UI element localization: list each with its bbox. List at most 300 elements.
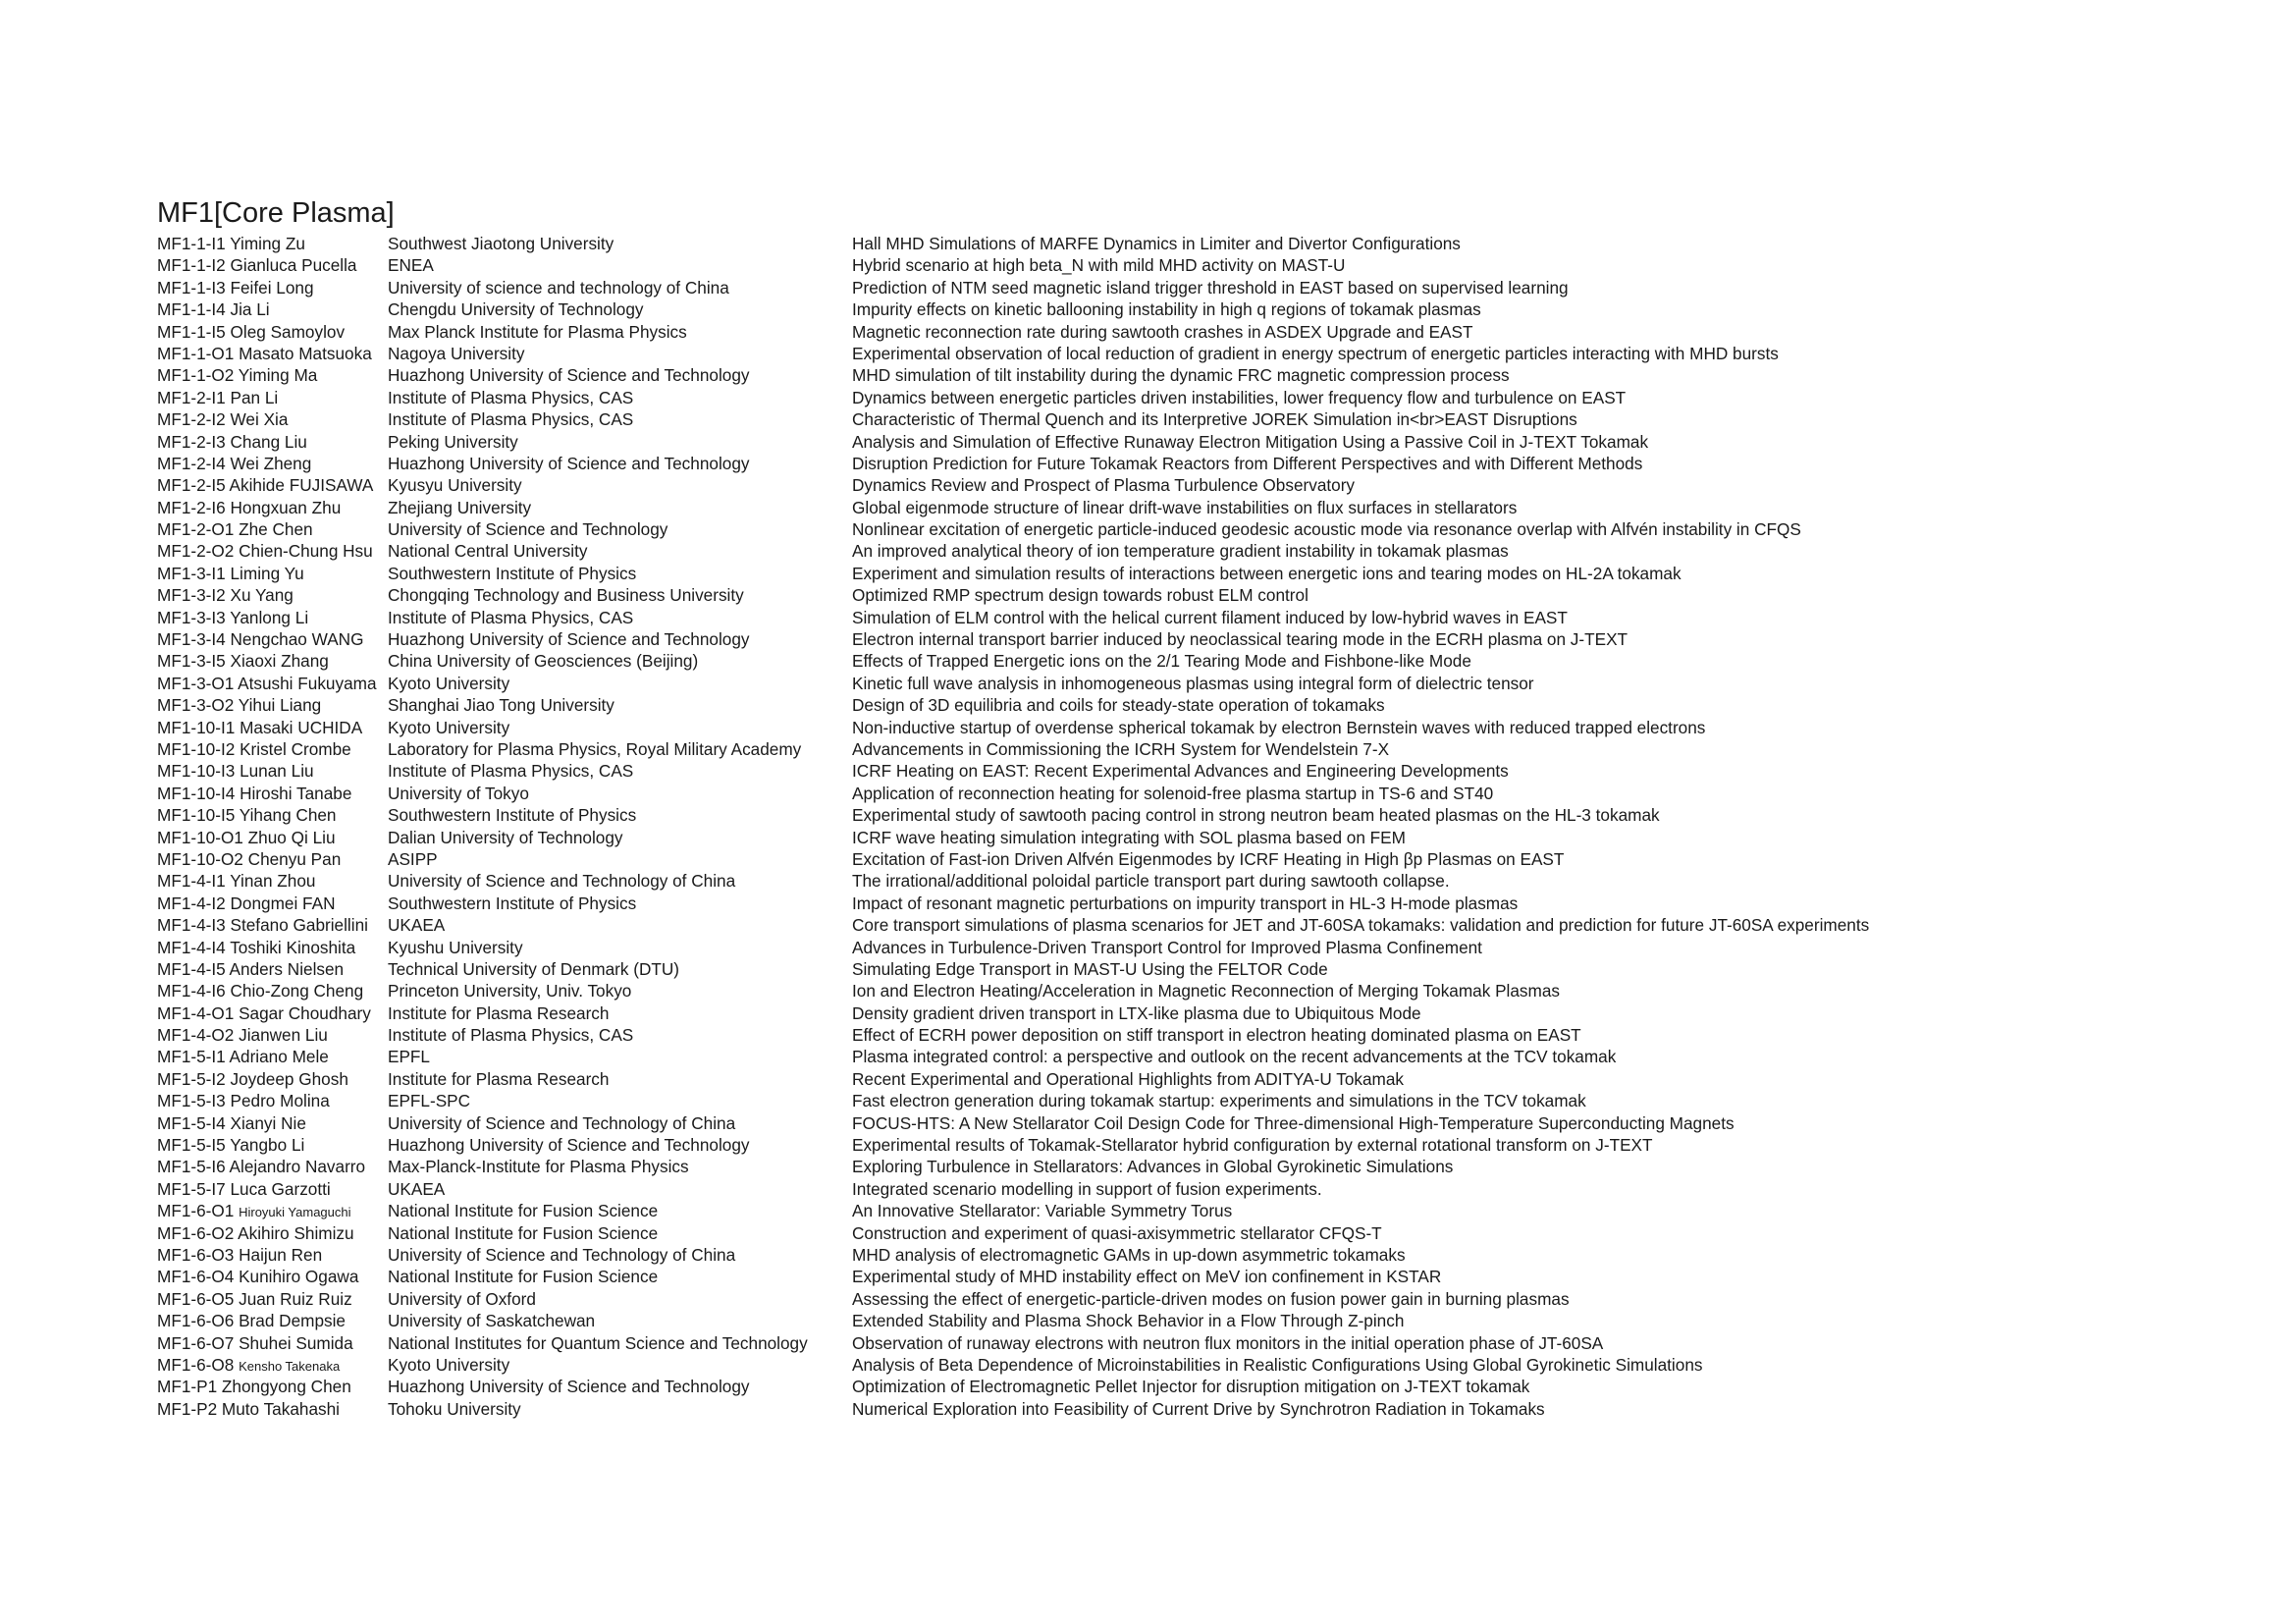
presentation-id-and-name: [157, 827, 336, 848]
presentation-id-and-name: [157, 673, 377, 694]
table-row: [157, 298, 2277, 320]
presentation-id-and-name: [157, 1354, 340, 1378]
affiliation: Laboratory for Plasma Physics, Royal Military Academy: [388, 738, 802, 759]
affiliation: ENEA: [388, 255, 434, 276]
presentation-id-and-name: [157, 1068, 348, 1090]
presentation-title: Dynamics between energetic particles driven instabilities, lower frequency flow and turbulence on EAST: [852, 387, 1627, 407]
affiliation: Kyoto University: [388, 673, 510, 693]
speaker-name: Oleg Samoylov: [230, 321, 346, 342]
presentation-title: Analysis and Simulation of Effective Runaway Electron Mitigation Using a Passive Coil in J-TEXT Tokamak: [852, 431, 1649, 452]
speaker-name: Chio-Zong Cheng: [230, 981, 364, 1001]
affiliation: Max-Planck-Institute for Plasma Physics: [388, 1157, 689, 1177]
affiliation: Princeton University, Univ. Tokyo: [388, 981, 632, 1001]
presentation-id: MF1-1-I1: [157, 234, 226, 253]
presentation-id: MF1-5-I5: [157, 1135, 226, 1156]
table-row: [157, 783, 2277, 804]
presentation-title: Excitation of Fast-ion Driven Alfvén Eigenmodes by ICRF Heating in High βp Plasmas on EAST: [852, 848, 1565, 869]
table-row: [157, 870, 2277, 892]
speaker-name: Kristel Crombe: [240, 738, 351, 759]
table-row: [157, 321, 2277, 343]
table-row: [157, 563, 2277, 584]
speaker-name: Xiaoxi Zhang: [230, 651, 329, 672]
table-row: [157, 453, 2277, 474]
presentation-title: Non-inductive startup of overdense spherical tokamak by electron Bernstein waves with reduced trapped electrons: [852, 717, 1706, 737]
speaker-name: Zhe Chen: [239, 519, 313, 540]
presentation-id-and-name: [157, 497, 341, 518]
speaker-name: Sagar Choudhary: [239, 1002, 371, 1023]
speaker-name: Feifei Long: [230, 277, 314, 298]
speaker-name: Chien-Chung Hsu: [239, 541, 373, 562]
presentation-id-and-name: [157, 1398, 340, 1420]
speaker-name: Lunan Liu: [240, 761, 314, 782]
presentation-title: Effect of ECRH power deposition on stiff transport in electron heating dominated plasma on EAST: [852, 1025, 1581, 1046]
presentation-id: MF1-5-I6: [157, 1157, 226, 1177]
presentation-id: MF1-4-O2: [157, 1025, 235, 1046]
presentation-id-and-name: [157, 1156, 365, 1177]
speaker-name: Zhuo Qi Liu: [247, 827, 336, 847]
presentation-title: The irrational/additional poloidal particle transport part during sawtooth collapse.: [852, 871, 1450, 892]
affiliation: Institute for Plasma Research: [388, 1068, 610, 1089]
table-row: [157, 1046, 2277, 1067]
presentation-id: MF1-2-I2: [157, 409, 226, 430]
table-row: [157, 277, 2277, 298]
presentation-id-and-name: [157, 914, 368, 936]
presentation-id-and-name: [157, 540, 373, 562]
presentation-id: MF1-10-I3: [157, 761, 236, 782]
presentation-id-and-name: [157, 563, 304, 584]
presentation-title: Hybrid scenario at high beta_N with mild MHD activity on MAST-U: [852, 255, 1346, 276]
presentation-id-and-name: [157, 431, 307, 453]
speaker-name: Chang Liu: [230, 431, 307, 452]
speaker-name: Joydeep Ghosh: [230, 1068, 348, 1089]
presentation-id-and-name: [157, 1244, 322, 1266]
speaker-name: Akihide FUJISAWA: [229, 475, 374, 496]
table-row: [157, 1024, 2277, 1046]
presentation-title: An improved analytical theory of ion temperature gradient instability in tokamak plasmas: [852, 541, 1509, 562]
speaker-name: Haijun Ren: [239, 1244, 323, 1265]
presentation-id: MF1-3-O1: [157, 673, 235, 693]
speaker-name: Juan Ruiz Ruiz: [239, 1288, 352, 1309]
affiliation: Kyusyu University: [388, 475, 522, 496]
presentation-id: MF1-10-I2: [157, 738, 236, 759]
affiliation: Kyushu University: [388, 937, 523, 957]
affiliation: Southwestern Institute of Physics: [388, 805, 637, 826]
presentation-id: MF1-4-I2: [157, 893, 226, 913]
affiliation: University of Saskatchewan: [388, 1311, 596, 1331]
presentation-title: FOCUS-HTS: A New Stellarator Coil Design Code for Three-dimensional High-Temperature Superconducting Magnets: [852, 1112, 1735, 1133]
affiliation: National Institute for Fusion Science: [388, 1267, 659, 1287]
presentation-title: Experiment and simulation results of interactions between energetic ions and tearing modes on HL-2A tokamak: [852, 563, 1682, 583]
presentation-id: MF1-1-I4: [157, 299, 226, 320]
speaker-name: Shuhei Sumida: [239, 1332, 353, 1353]
presentation-id: MF1-2-O1: [157, 519, 235, 540]
speaker-name: Toshiki Kinoshita: [230, 937, 356, 957]
presentation-id: MF1-5-I3: [157, 1091, 226, 1111]
presentation-id: MF1-10-I1: [157, 717, 236, 737]
table-row: [157, 893, 2277, 914]
speaker-name: Kensho Takenaka: [239, 1358, 341, 1374]
presentation-title: Assessing the effect of energetic-particle-driven modes on fusion power gain in burning plasmas: [852, 1288, 1570, 1309]
speaker-name: Wei Zheng: [230, 453, 312, 473]
affiliation: ASIPP: [388, 848, 438, 869]
speaker-name: Xu Yang: [230, 585, 294, 606]
presentation-title: Experimental observation of local reduction of gradient in energy spectrum of energetic particles interacting with MHD bursts: [852, 343, 1779, 363]
speaker-name: Dongmei FAN: [230, 893, 336, 913]
presentation-title: ICRF wave heating simulation integrating with SOL plasma based on FEM: [852, 827, 1406, 847]
table-row: [157, 628, 2277, 650]
affiliation: Huazhong University of Science and Technology: [388, 365, 750, 386]
table-row: [157, 650, 2277, 672]
speaker-name: Hiroshi Tanabe: [240, 783, 352, 803]
presentation-id-and-name: [157, 321, 345, 343]
table-row: [157, 804, 2277, 826]
affiliation: Zhejiang University: [388, 497, 532, 517]
table-row: [157, 980, 2277, 1001]
presentation-id-and-name: [157, 1200, 351, 1223]
presentation-title: Effects of Trapped Energetic ions on the 2/1 Tearing Mode and Fishbone-like Mode: [852, 651, 1471, 672]
speaker-name: Pan Li: [230, 387, 279, 407]
affiliation: Huazhong University of Science and Technology: [388, 1377, 750, 1397]
table-row: [157, 497, 2277, 518]
speaker-name: Liming Yu: [230, 563, 304, 583]
speaker-name: Atsushi Fukuyama: [238, 673, 377, 693]
presentation-id: MF1-4-I3: [157, 915, 226, 936]
presentation-title: An Innovative Stellarator: Variable Symmetry Torus: [852, 1201, 1233, 1221]
table-row: [157, 1398, 2277, 1420]
presentation-id: MF1-4-I4: [157, 937, 226, 957]
affiliation: Tohoku University: [388, 1398, 521, 1419]
presentation-title: Hall MHD Simulations of MARFE Dynamics in Limiter and Divertor Configurations: [852, 234, 1461, 253]
presentation-title: Construction and experiment of quasi-axisymmetric stellarator CFQS-T: [852, 1222, 1382, 1243]
presentation-title: Advances in Turbulence-Driven Transport Control for Improved Plasma Confinement: [852, 937, 1482, 957]
presentation-id-and-name: [157, 453, 311, 474]
presentation-id: MF1-6-O8: [157, 1354, 235, 1375]
presentation-title: Optimized RMP spectrum design towards robust ELM control: [852, 585, 1308, 606]
presentation-title: Exploring Turbulence in Stellarators: Advances in Global Gyrokinetic Simulations: [852, 1157, 1454, 1177]
presentation-id: MF1-6-O4: [157, 1267, 235, 1287]
affiliation: Chengdu University of Technology: [388, 299, 644, 320]
presentation-title: Fast electron generation during tokamak startup: experiments and simulations in the TCV tokamak: [852, 1091, 1586, 1111]
presentation-title: Disruption Prediction for Future Tokamak Reactors from Different Perspectives and with Different Methods: [852, 453, 1643, 473]
presentation-id: MF1-2-O2: [157, 541, 235, 562]
presentation-id: MF1-10-I4: [157, 783, 236, 803]
table-row: [157, 1002, 2277, 1024]
presentation-id-and-name: [157, 738, 351, 760]
affiliation: National Institutes for Quantum Science and Technology: [388, 1332, 808, 1353]
table-row: [157, 431, 2277, 453]
speaker-name: Xianyi Nie: [230, 1112, 306, 1133]
presentation-title: Analysis of Beta Dependence of Microinstabilities in Realistic Configurations Using Global Gyrokinetic Simulations: [852, 1354, 1703, 1375]
presentation-id-and-name: [157, 1002, 371, 1024]
speaker-name: Hiroyuki Yamaguchi: [239, 1205, 351, 1220]
table-row: [157, 518, 2277, 540]
speaker-name: Jianwen Liu: [239, 1025, 328, 1046]
presentation-id-and-name: [157, 277, 314, 298]
presentation-id: MF1-P2: [157, 1398, 218, 1419]
table-row: [157, 540, 2277, 562]
presentation-title: Observation of runaway electrons with neutron flux monitors in the initial operation phase of JT-60SA: [852, 1332, 1604, 1353]
presentation-title: MHD analysis of electromagnetic GAMs in up-down asymmetric tokamaks: [852, 1244, 1406, 1265]
presentation-title: Optimization of Electromagnetic Pellet Injector for disruption mitigation on J-TEXT tokamak: [852, 1377, 1530, 1397]
presentation-title: Dynamics Review and Prospect of Plasma Turbulence Observatory: [852, 475, 1356, 496]
affiliation: China University of Geosciences (Beijing): [388, 651, 699, 672]
table-row: [157, 1068, 2277, 1090]
presentation-title: Simulating Edge Transport in MAST-U Using the FELTOR Code: [852, 958, 1328, 979]
speaker-name: Stefano Gabriellini: [230, 915, 368, 936]
presentation-id-and-name: [157, 343, 372, 364]
presentation-id-and-name: [157, 1288, 352, 1310]
table-row: [157, 760, 2277, 782]
presentation-id: MF1-2-I4: [157, 453, 226, 473]
presentation-title: Global eigenmode structure of linear drift-wave instabilities on flux surfaces in stellarators: [852, 497, 1518, 517]
table-row: [157, 827, 2277, 848]
speaker-name: Wei Xia: [230, 409, 289, 430]
presentation-id: MF1-3-I4: [157, 629, 226, 650]
affiliation: Huazhong University of Science and Technology: [388, 453, 750, 473]
affiliation: National Institute for Fusion Science: [388, 1222, 659, 1243]
presentation-title: Design of 3D equilibria and coils for steady-state operation of tokamaks: [852, 695, 1385, 716]
presentation-title: Extended Stability and Plasma Shock Behavior in a Flow Through Z-pinch: [852, 1311, 1405, 1331]
table-row: [157, 607, 2277, 628]
table-row: [157, 1266, 2277, 1287]
presentation-id: MF1-6-O2: [157, 1222, 235, 1243]
affiliation: Southwestern Institute of Physics: [388, 563, 637, 583]
presentation-title: Simulation of ELM control with the helical current filament induced by low-hybrid waves in EAST: [852, 607, 1568, 627]
affiliation: UKAEA: [388, 915, 446, 936]
presentation-title: Experimental study of sawtooth pacing control in strong neutron beam heated plasmas on the HL-3 tokamak: [852, 805, 1660, 826]
speaker-name: Luca Garzotti: [230, 1178, 331, 1199]
affiliation: Institute of Plasma Physics, CAS: [388, 607, 634, 627]
presentation-id: MF1-2-I3: [157, 431, 226, 452]
presentation-id-and-name: [157, 628, 363, 650]
presentation-id-and-name: [157, 518, 313, 540]
presentation-title: Plasma integrated control: a perspective and outlook on the recent advancements at the TCV tokamak: [852, 1047, 1617, 1067]
table-row: [157, 1354, 2277, 1376]
presentation-title: Nonlinear excitation of energetic particle-induced geodesic acoustic mode via resonance overlap with Alfvén instability in CFQS: [852, 519, 1801, 540]
affiliation: University of Science and Technology of China: [388, 871, 736, 892]
presentation-id-and-name: [157, 804, 337, 826]
table-row: [157, 1178, 2277, 1200]
presentation-id: MF1-4-O1: [157, 1002, 235, 1023]
presentation-title: Experimental results of Tokamak-Stellarator hybrid configuration by external rotational transform on J-TEXT: [852, 1135, 1653, 1156]
presentation-id-and-name: [157, 717, 362, 738]
presentation-id-and-name: [157, 1134, 304, 1156]
affiliation: University of Science and Technology: [388, 519, 668, 540]
presentation-title: Electron internal transport barrier induced by neoclassical tearing mode in the ECRH plasma on J-TEXT: [852, 629, 1629, 650]
table-row: [157, 1156, 2277, 1177]
presentation-id: MF1-P1: [157, 1377, 218, 1397]
presentation-id: MF1-3-I1: [157, 563, 226, 583]
table-row: [157, 1200, 2277, 1221]
speaker-name: Anders Nielsen: [229, 958, 345, 979]
presentation-id: MF1-1-I3: [157, 277, 226, 298]
speaker-name: Yiming Ma: [238, 365, 318, 386]
presentation-id-and-name: [157, 937, 355, 958]
affiliation: Huazhong University of Science and Technology: [388, 1135, 750, 1156]
speaker-name: Yinan Zhou: [230, 871, 316, 892]
speaker-name: Zhongyong Chen: [221, 1377, 351, 1397]
table-row: [157, 408, 2277, 430]
presentation-title: Impurity effects on kinetic ballooning instability in high q regions of tokamak plasmas: [852, 299, 1481, 320]
presentation-id-and-name: [157, 1024, 328, 1046]
table-row: [157, 343, 2277, 364]
speaker-name: Yihui Liang: [238, 695, 322, 716]
speaker-name: Akihiro Shimizu: [238, 1222, 354, 1243]
table-row: [157, 1288, 2277, 1310]
presentation-title: Kinetic full wave analysis in inhomogeneous plasmas using integral form of dielectric tensor: [852, 673, 1534, 693]
speaker-name: Hongxuan Zhu: [230, 497, 342, 517]
presentation-id-and-name: [157, 1178, 331, 1200]
presentation-title: Numerical Exploration into Feasibility of Current Drive by Synchrotron Radiation in Tokamaks: [852, 1398, 1545, 1419]
affiliation: UKAEA: [388, 1178, 446, 1199]
presentation-title: Density gradient driven transport in LTX-like plasma due to Ubiquitous Mode: [852, 1002, 1421, 1023]
presentation-id: MF1-3-O2: [157, 695, 235, 716]
presentation-title: Impact of resonant magnetic perturbations on impurity transport in HL-3 H-mode plasmas: [852, 893, 1519, 913]
speaker-name: Yihang Chen: [239, 805, 337, 826]
presentation-id: MF1-5-I1: [157, 1047, 226, 1067]
table-row: [157, 474, 2277, 496]
presentation-id: MF1-1-I5: [157, 321, 226, 342]
presentation-id-and-name: [157, 233, 305, 254]
affiliation: EPFL-SPC: [388, 1091, 471, 1111]
table-row: [157, 254, 2277, 276]
speaker-name: Chenyu Pan: [247, 848, 342, 869]
affiliation: National Central University: [388, 541, 588, 562]
speaker-name: Yanlong Li: [230, 607, 309, 627]
affiliation: Institute for Plasma Research: [388, 1002, 610, 1023]
presentation-id-and-name: [157, 1266, 358, 1287]
affiliation: Southwest Jiaotong University: [388, 234, 614, 253]
table-row: [157, 848, 2277, 870]
speaker-name: Jia Li: [230, 299, 270, 320]
affiliation: Institute of Plasma Physics, CAS: [388, 1025, 634, 1046]
presentation-title: Prediction of NTM seed magnetic island trigger threshold in EAST based on supervised learning: [852, 277, 1569, 298]
presentation-id-and-name: [157, 1222, 354, 1244]
presentation-id-and-name: [157, 1112, 306, 1134]
presentation-id-and-name: [157, 1310, 346, 1331]
table-row: [157, 1112, 2277, 1134]
table-row: [157, 717, 2277, 738]
table-row: [157, 1376, 2277, 1397]
presentation-id: MF1-2-I6: [157, 497, 226, 517]
presentation-id: MF1-4-I6: [157, 981, 226, 1001]
presentation-id: MF1-2-I5: [157, 475, 226, 496]
presentation-title: Ion and Electron Heating/Acceleration in Magnetic Reconnection of Merging Tokamak Plasmas: [852, 981, 1560, 1001]
affiliation: Peking University: [388, 431, 518, 452]
affiliation: Chongqing Technology and Business University: [388, 585, 744, 606]
speaker-name: Yangbo Li: [230, 1135, 305, 1156]
affiliation: Max Planck Institute for Plasma Physics: [388, 321, 687, 342]
table-row: [157, 914, 2277, 936]
presentation-title: Advancements in Commissioning the ICRH System for Wendelstein 7-X: [852, 738, 1390, 759]
presentation-id-and-name: [157, 1332, 353, 1354]
presentation-title: MHD simulation of tilt instability during the dynamic FRC magnetic compression process: [852, 365, 1510, 386]
presentation-id-and-name: [157, 298, 270, 320]
session-table: [157, 233, 2277, 1420]
presentation-id: MF1-5-I2: [157, 1068, 226, 1089]
affiliation: Southwestern Institute of Physics: [388, 893, 637, 913]
affiliation: Nagoya University: [388, 343, 525, 363]
presentation-id: MF1-6-O6: [157, 1311, 235, 1331]
table-row: [157, 584, 2277, 606]
presentation-id: MF1-10-I5: [157, 805, 236, 826]
table-row: [157, 1134, 2277, 1156]
table-row: [157, 364, 2277, 386]
presentation-title: Integrated scenario modelling in support of fusion experiments.: [852, 1178, 1322, 1199]
presentation-id: MF1-3-I3: [157, 607, 226, 627]
table-row: [157, 233, 2277, 254]
presentation-id-and-name: [157, 1376, 351, 1397]
speaker-name: Alejandro Navarro: [229, 1157, 366, 1177]
presentation-id: MF1-10-O2: [157, 848, 243, 869]
presentation-id: MF1-4-I1: [157, 871, 226, 892]
presentation-id-and-name: [157, 958, 344, 980]
table-row: [157, 694, 2277, 716]
table-row: [157, 1332, 2277, 1354]
presentation-title: Application of reconnection heating for solenoid-free plasma startup in TS-6 and ST40: [852, 783, 1494, 803]
table-row: [157, 387, 2277, 408]
presentation-id: MF1-5-I4: [157, 1112, 226, 1133]
presentation-id: MF1-1-O1: [157, 343, 235, 363]
presentation-id: MF1-2-I1: [157, 387, 226, 407]
presentation-id: MF1-10-O1: [157, 827, 243, 847]
presentation-id-and-name: [157, 408, 288, 430]
speaker-name: Kunihiro Ogawa: [239, 1267, 359, 1287]
presentation-id-and-name: [157, 1046, 329, 1067]
presentation-id-and-name: [157, 870, 315, 892]
presentation-id: MF1-6-O5: [157, 1288, 235, 1309]
presentation-id-and-name: [157, 783, 351, 804]
presentation-title: ICRF Heating on EAST: Recent Experimental Advances and Engineering Developments: [852, 761, 1509, 782]
speaker-name: Brad Dempsie: [239, 1311, 346, 1331]
presentation-id-and-name: [157, 848, 341, 870]
speaker-name: Masato Matsuoka: [239, 343, 372, 363]
program-page: [157, 196, 2277, 1420]
presentation-id: MF1-6-O1: [157, 1201, 235, 1221]
speaker-name: Yiming Zu: [230, 234, 305, 253]
table-row: [157, 673, 2277, 694]
table-row: [157, 1090, 2277, 1111]
affiliation: University of science and technology of China: [388, 277, 729, 298]
speaker-name: Nengchao WANG: [230, 629, 364, 650]
affiliation: Shanghai Jiao Tong University: [388, 695, 614, 716]
affiliation: University of Science and Technology of China: [388, 1112, 736, 1133]
presentation-title: Characteristic of Thermal Quench and its Interpretive JOREK Simulation in<br>EAST Disruptions: [852, 409, 1577, 430]
presentation-id-and-name: [157, 584, 294, 606]
presentation-title: Recent Experimental and Operational Highlights from ADITYA-U Tokamak: [852, 1068, 1405, 1089]
presentation-id-and-name: [157, 980, 363, 1001]
presentation-id-and-name: [157, 694, 321, 716]
affiliation: Institute of Plasma Physics, CAS: [388, 409, 634, 430]
table-row: [157, 958, 2277, 980]
table-row: [157, 1310, 2277, 1331]
presentation-id-and-name: [157, 893, 336, 914]
affiliation: National Institute for Fusion Science: [388, 1201, 659, 1221]
presentation-id: MF1-4-I5: [157, 958, 226, 979]
presentation-title: Experimental study of MHD instability effect on MeV ion confinement in KSTAR: [852, 1267, 1442, 1287]
table-row: [157, 1244, 2277, 1266]
affiliation: Huazhong University of Science and Technology: [388, 629, 750, 650]
presentation-id-and-name: [157, 254, 356, 276]
affiliation: Institute of Plasma Physics, CAS: [388, 387, 634, 407]
presentation-id: MF1-6-O3: [157, 1244, 235, 1265]
speaker-name: Masaki UCHIDA: [240, 717, 363, 737]
affiliation: University of Science and Technology of China: [388, 1244, 736, 1265]
speaker-name: Pedro Molina: [230, 1091, 330, 1111]
presentation-title: Core transport simulations of plasma scenarios for JET and JT-60SA tokamaks: validation and prediction for future JT-60SA experiments: [852, 915, 1870, 936]
speaker-name: Gianluca Pucella: [230, 255, 357, 276]
presentation-id: MF1-1-I2: [157, 255, 226, 276]
